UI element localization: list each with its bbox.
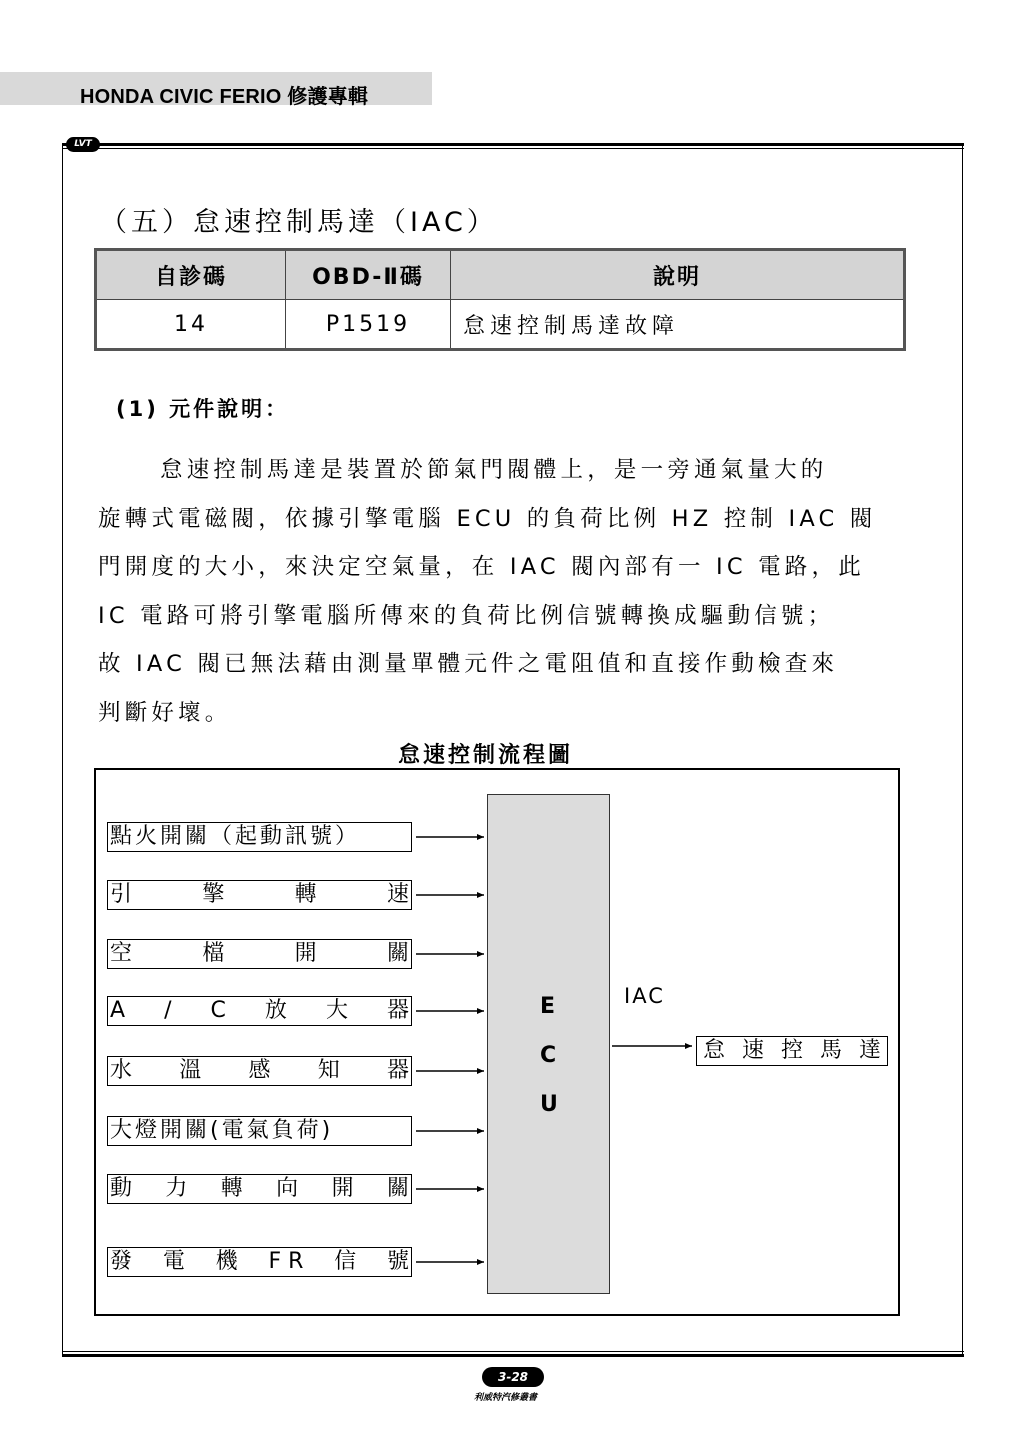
output-text: 達 bbox=[858, 1038, 881, 1063]
output-text: 馬 bbox=[819, 1038, 842, 1063]
output-text: 控 bbox=[780, 1038, 803, 1063]
header-self-diag-code: 自診碼 bbox=[96, 250, 286, 300]
input-signal-text: 關 bbox=[386, 1176, 409, 1201]
input-signal-text: 感 bbox=[248, 1058, 271, 1083]
input-signal-text: 器 bbox=[386, 1058, 409, 1083]
header-description: 說明 bbox=[451, 250, 905, 300]
input-signal-text: 電 bbox=[162, 1249, 185, 1274]
input-signal-text: 大燈開關(電氣負荷) bbox=[110, 1118, 334, 1143]
cell-description: 怠速控制馬達故障 bbox=[451, 300, 905, 350]
output-text: 速 bbox=[741, 1038, 764, 1063]
publisher-label: 利威特汽修叢書 bbox=[474, 1393, 538, 1403]
diagram-title: 怠速控制流程圖 bbox=[398, 743, 574, 768]
output-text: 怠 bbox=[703, 1038, 726, 1063]
component-heading: (1) 元件說明： bbox=[116, 397, 290, 421]
paragraph-line: 怠速控制馬達是裝置於節氣門閥體上，是一旁通氣量大的 bbox=[160, 457, 828, 483]
ecu-letter-c: C bbox=[540, 1043, 557, 1068]
lvt-logo: LVT bbox=[66, 137, 100, 152]
cell-self-diag-code: 14 bbox=[96, 300, 286, 350]
input-signal-text: 引 bbox=[110, 882, 133, 907]
input-signal-text: 轉 bbox=[220, 1176, 243, 1201]
input-signal-text: 擎 bbox=[202, 882, 225, 907]
paragraph-line: 旋轉式電磁閥，依據引擎電腦 ECU 的負荷比例 HZ 控制 IAC 閥 bbox=[98, 505, 877, 532]
paragraph-line: 故 IAC 閥已無法藉由測量單體元件之電阻值和直接作動檢查來 bbox=[98, 651, 839, 677]
input-signal-text: / bbox=[164, 998, 172, 1023]
input-signal-text: 號 bbox=[386, 1249, 409, 1274]
input-signal-text: 動 bbox=[110, 1176, 133, 1201]
input-signal-text: 開 bbox=[331, 1176, 354, 1201]
iac-signal-label: IAC bbox=[624, 984, 665, 1008]
header-obd-code: OBD-Ⅱ碼 bbox=[286, 250, 451, 300]
input-signal-text: 速 bbox=[386, 882, 409, 907]
input-signal-text: 知 bbox=[317, 1058, 340, 1083]
input-signal-text: 關 bbox=[386, 941, 409, 966]
input-signal-text: 發 bbox=[110, 1249, 133, 1274]
input-signal-text: 向 bbox=[276, 1176, 299, 1201]
input-signal-text: A bbox=[110, 998, 126, 1023]
ecu-letter-u: U bbox=[540, 1092, 558, 1117]
input-signal-text: 信 bbox=[334, 1249, 357, 1274]
section-title: （五）怠速控制馬達（IAC） bbox=[100, 207, 498, 238]
input-signal-text: 大 bbox=[325, 998, 348, 1023]
input-signal-text: 放 bbox=[264, 998, 287, 1023]
input-signal-text: C bbox=[210, 998, 226, 1023]
input-signal-text: 檔 bbox=[202, 941, 225, 966]
input-signal-text: 開 bbox=[294, 941, 317, 966]
input-signal-text: 溫 bbox=[179, 1058, 202, 1083]
input-signal-text: 水 bbox=[110, 1058, 133, 1083]
input-signal-text: 力 bbox=[165, 1176, 188, 1201]
paragraph-line: 判斷好壞。 bbox=[98, 699, 232, 726]
input-signal-text: 點火開關（起動訊號） bbox=[110, 824, 361, 849]
paragraph-line: 門開度的大小，來決定空氣量，在 IAC 閥內部有一 IC 電路，此 bbox=[98, 554, 865, 580]
header-title: HONDA CIVIC FERIO 修護專輯 bbox=[80, 86, 369, 108]
input-signal-text: 空 bbox=[110, 941, 133, 966]
input-signal-text: 器 bbox=[386, 998, 409, 1023]
page-number-badge: 3-28 bbox=[482, 1367, 544, 1387]
ecu-letter-e: E bbox=[540, 994, 556, 1019]
input-signal-text: F R bbox=[268, 1249, 304, 1274]
input-signal-text: 轉 bbox=[294, 882, 317, 907]
input-signal-text: 機 bbox=[215, 1249, 238, 1274]
cell-obd-code: P1519 bbox=[286, 300, 451, 350]
paragraph-line: IC 電路可將引擎電腦所傳來的負荷比例信號轉換成驅動信號； bbox=[98, 602, 835, 629]
